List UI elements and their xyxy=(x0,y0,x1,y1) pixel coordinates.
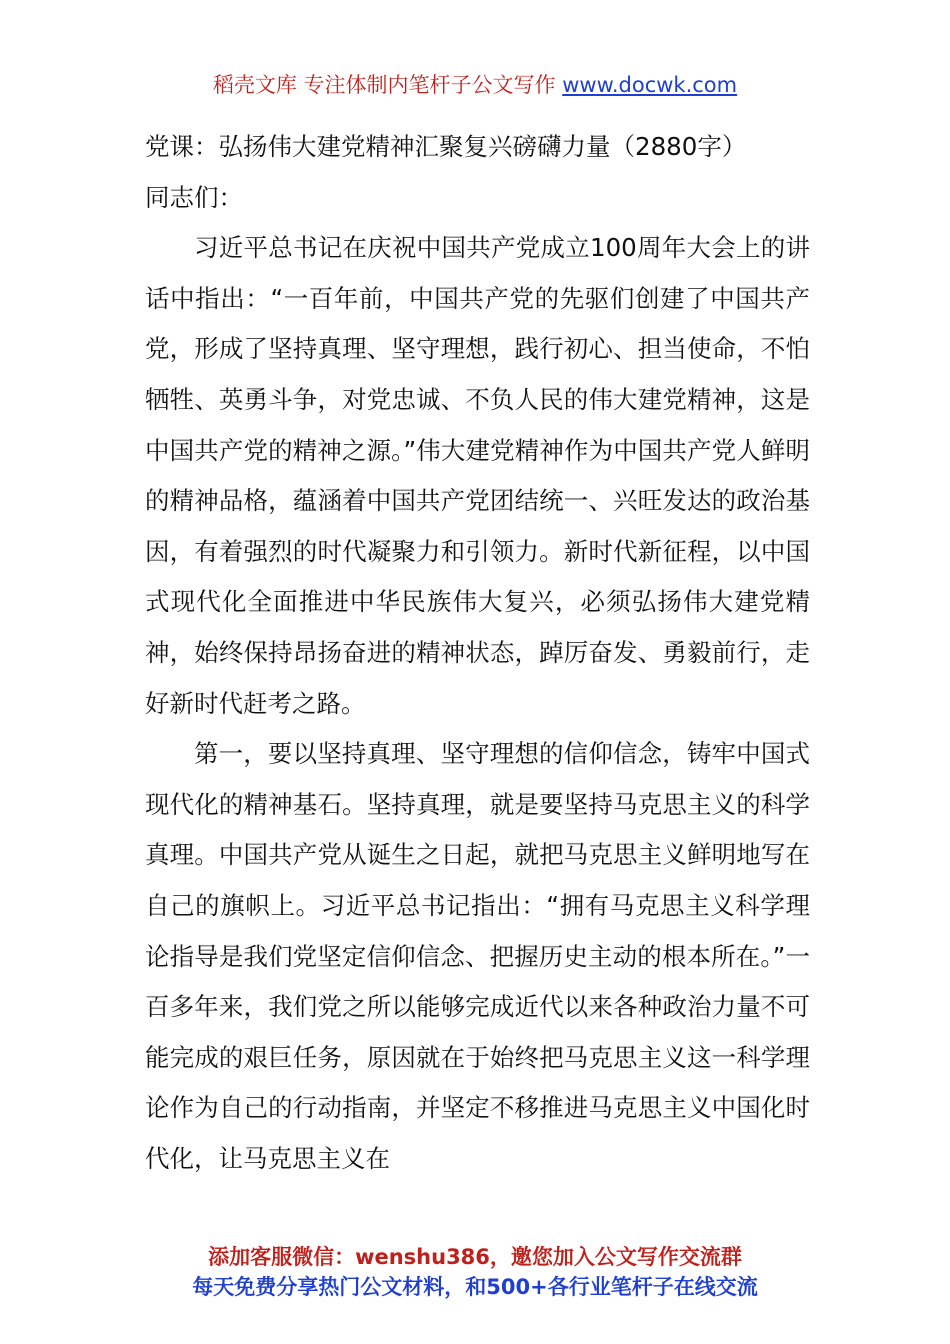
watermark-footer xyxy=(0,1242,950,1302)
footer-contact-line: 添加客服微信：wenshu386，邀您加入公文写作交流群 xyxy=(208,1245,742,1269)
salutation: 同志们： xyxy=(145,182,243,212)
document-title: 党课：弘扬伟大建党精神汇聚复兴磅礴力量（2880字） xyxy=(145,132,747,161)
document-body xyxy=(145,122,810,1184)
paragraph-1: 习近平总书记在庆祝中国共产党成立100周年大会上的讲话中指出：“一百年前，中国共产党的先驱们创建了中国共产党，形成了坚持真理、坚守理想，践行初心、担当使命，不怕牺牲、英勇斗争，对党忠诚、不负人民的伟大建党精神，这是中国共产党的精神之源。”伟大建党精神作为中国共产党人鲜明的精神品格，蕴涵着中国共产党团结统一、兴旺发达的政治基因，有着强烈的时代凝聚力和引领力。新时代新征程，以中国式现代化全面推进中华民族伟大复兴，必须弘扬伟大建党精神，始终保持昂扬奋进的精神状态，踔厉奋发、勇毅前行，走好新时代赶考之路。 xyxy=(145,233,810,718)
website-link[interactable]: www.docwk.com xyxy=(562,73,738,97)
brand-text: 稻壳文库 专注体制内笔杆子公文写作 xyxy=(212,73,556,97)
footer-promo-line: 每天免费分享热门公文材料，和500+各行业笔杆子在线交流 xyxy=(192,1275,758,1299)
paragraph-2: 第一，要以坚持真理、坚守理想的信仰信念，铸牢中国式现代化的精神基石。坚持真理，就是要坚持马克思主义的科学真理。中国共产党从诞生之日起，就把马克思主义鲜明地写在自己的旗帜上。习近平总书记指出：“拥有马克思主义科学理论指导是我们党坚定信仰信念、把握历史主动的根本所在。”一百多年来，我们党之所以能够完成近代以来各种政治力量不可能完成的艰巨任务，原因就在于始终把马克思主义这一科学理论作为自己的行动指南，并坚定不移推进马克思主义中国化时代化，让马克思主义在 xyxy=(145,739,810,1173)
watermark-header xyxy=(0,70,950,100)
